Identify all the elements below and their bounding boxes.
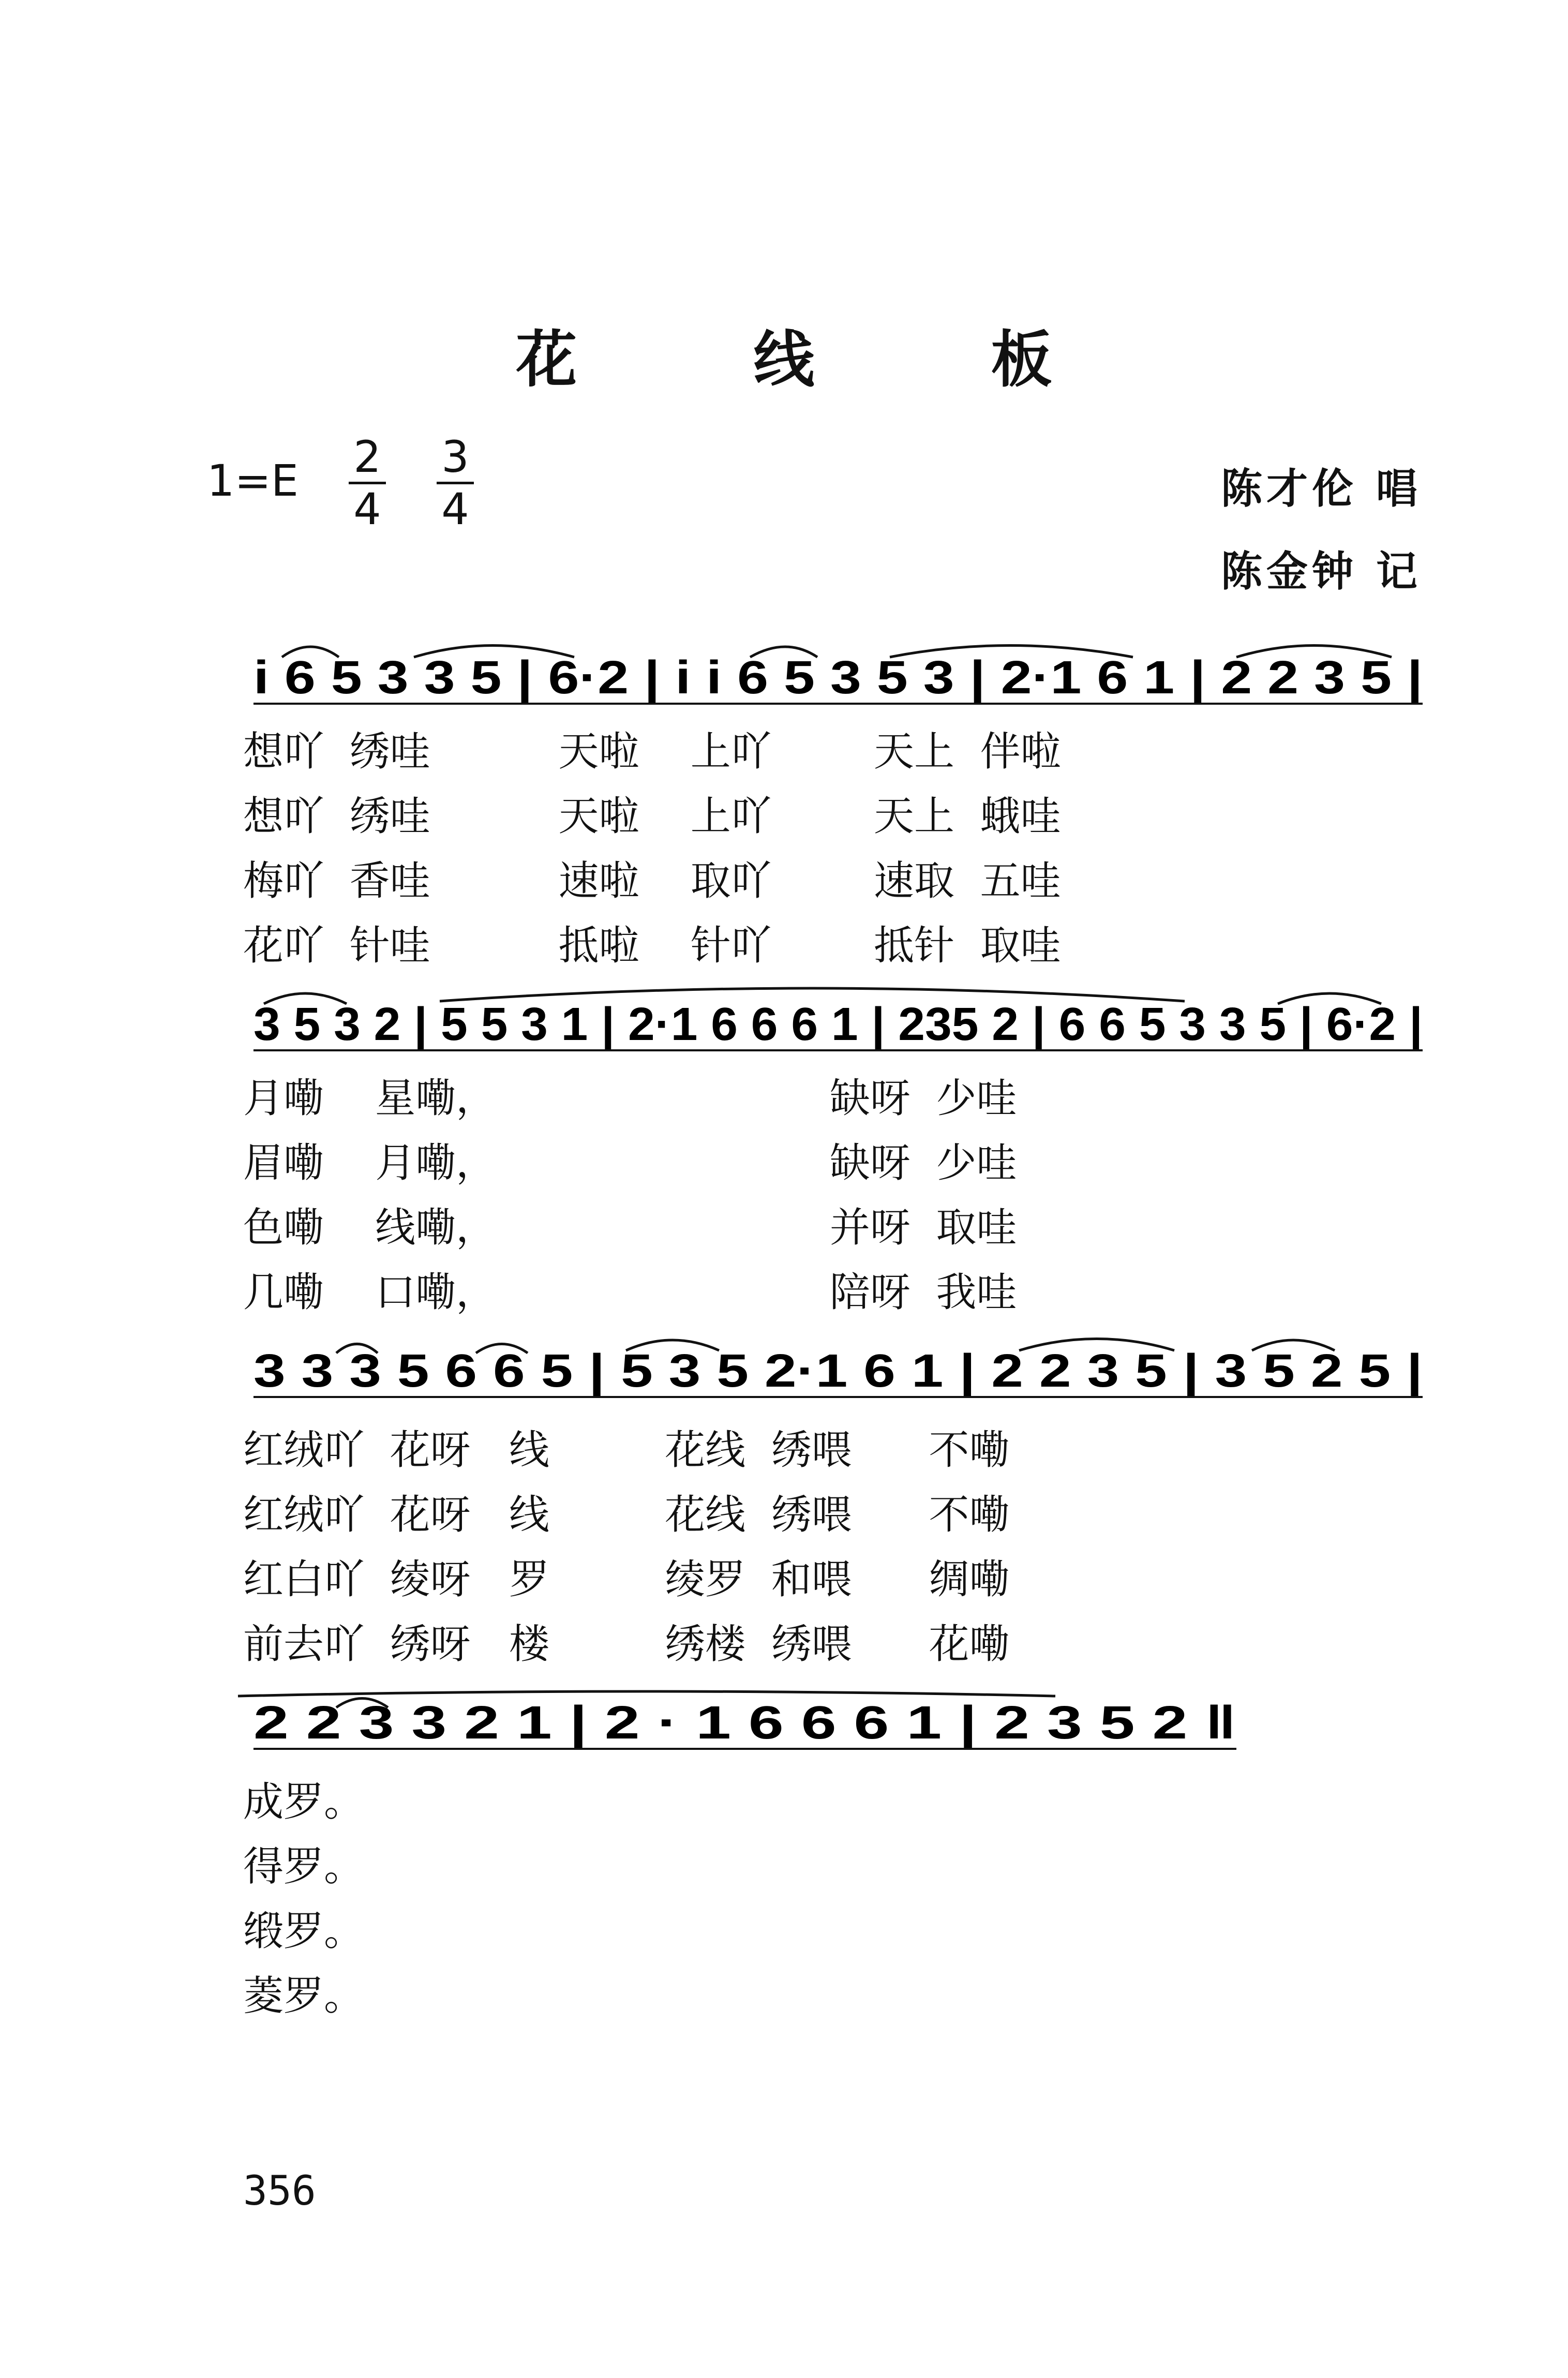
notation-text: 2 2 3 3 2 1 | 2 · 1 6 6 6 1 | 2 3 5 2 ‖ (253, 1697, 979, 1749)
notation-svg-3 (243, 1330, 1433, 1407)
lyric-line-4-2: 得罗。 (243, 1844, 365, 1890)
lyric-line-2-2: 眉嘞 月嘞， 缺呀 少哇 (243, 1140, 1017, 1186)
notation-line-3 (243, 1330, 1433, 1407)
notation-text: 3 3 3 5 6 6 5 | 5 3 5 2·1 6 1 | 2 2 3 5 | 3 5 2 5 | (253, 1345, 1201, 1397)
recorder-credit: 陈金钟 记 (1221, 547, 1422, 596)
time-signature-3-4 (435, 432, 476, 534)
time-sig-denominator: 4 (441, 484, 469, 534)
lyric-line-1-4: 花吖 针哇 抵啦 针吖 抵针 取哇 (243, 923, 1061, 969)
lyric-line-1-3: 梅吖 香哇 速啦 取吖 速取 五哇 (243, 858, 1061, 904)
lyric-line-1-1: 想吖 绣哇 天啦 上吖 天上 伴啦 (243, 729, 1061, 775)
lyric-line-4-3: 缎罗。 (243, 1908, 365, 1955)
lyric-line-3-4: 前去吖 绣呀 楼 绣楼 绣喂 花嘞 (243, 1621, 1010, 1668)
lyric-line-4-1: 成罗。 (243, 1779, 365, 1825)
lyric-line-3-1: 红绒吖 花呀 线 花线 绣喂 不嘞 (243, 1427, 1010, 1474)
time-sig-numerator: 3 (441, 432, 469, 482)
notation-svg-1 (243, 636, 1433, 714)
lyric-line-1-2: 想吖 绣哇 天啦 上吖 天上 蛾哇 (243, 793, 1061, 840)
notation-svg-2 (243, 983, 1433, 1061)
lyric-line-2-3: 色嘞 线嘞， 并呀 取哇 (243, 1205, 1017, 1251)
lyric-line-2-4: 几嘞 口嘞， 陪呀 我哇 (243, 1269, 1017, 1316)
time-sig-numerator: 2 (353, 432, 381, 482)
slur (238, 1691, 1055, 1696)
notation-text: 3 5 3 2 | 5 5 3 1 | 2·1 6 6 6 1 | 235 2 | 6 6 5 3 3 5 | 6·2 | (253, 999, 1385, 1050)
page-title: 花 线 板 (516, 324, 1130, 395)
key-signature: 1=E (207, 455, 298, 506)
singer-credit: 陈才伦 唱 (1221, 465, 1422, 513)
notation-line-2 (243, 983, 1433, 1061)
lyric-line-4-4: 菱罗。 (243, 1973, 365, 2019)
lyric-line-3-3: 红白吖 绫呀 罗 绫罗 和喂 绸嘞 (243, 1556, 1010, 1603)
notation-line-4 (233, 1682, 1267, 1759)
lyric-line-2-1: 月嘞 星嘞， 缺呀 少哇 (243, 1075, 1017, 1122)
time-sig-denominator: 4 (353, 484, 381, 534)
time-signature-2-4 (347, 432, 388, 534)
notation-svg-4 (233, 1682, 1267, 1759)
lyric-line-3-2: 红绒吖 花呀 线 花线 绣喂 不嘞 (243, 1492, 1010, 1538)
page-number: 356 (243, 2168, 316, 2214)
notation-text: i 6 5 3 3 5 | 6·2 | i i 6 5 3 5 3 | 2·1 6 1 | 2 2 3 5 | (253, 652, 1230, 704)
notation-line-1 (243, 636, 1433, 714)
